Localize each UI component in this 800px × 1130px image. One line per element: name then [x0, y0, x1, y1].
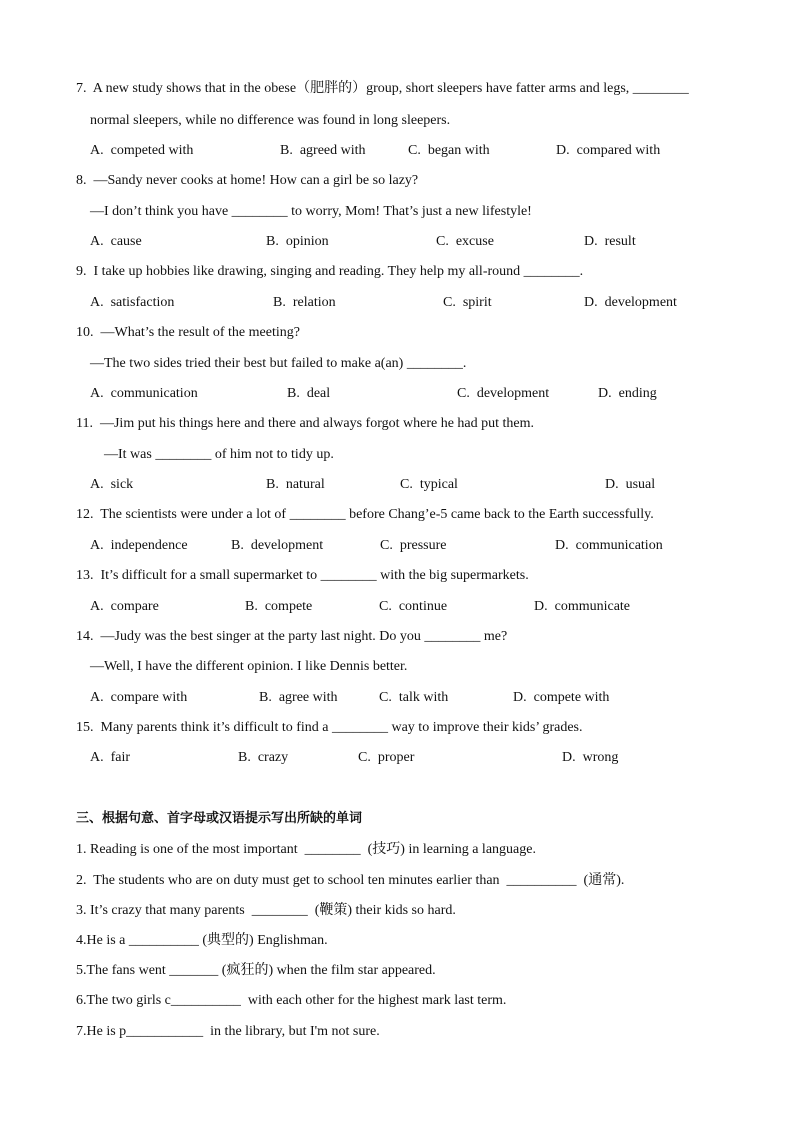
fill-in-item-6: 6.The two girls c__________ with each other for the highest mark last term. — [76, 993, 507, 1008]
question-7-option-b: B. agreed with — [280, 143, 366, 158]
fill-in-item-2: 2. The students who are on duty must get to school ten minutes earlier than __________ (通常). — [76, 873, 625, 888]
question-7-option-a: A. competed with — [90, 143, 194, 158]
question-11-option-b: B. natural — [266, 477, 325, 492]
question-11-option-d: D. usual — [605, 477, 656, 492]
question-13-option-a: A. compare — [90, 599, 159, 614]
question-9-option-a: A. satisfaction — [90, 295, 175, 310]
fill-in-item-3: 3. It’s crazy that many parents ________ (鞭策) their kids so hard. — [76, 903, 456, 918]
fill-in-item-7: 7.He is p___________ in the library, but I'm not sure. — [76, 1024, 380, 1039]
question-12-option-c: C. pressure — [380, 538, 447, 553]
fill-in-item-4: 4.He is a __________ (典型的) Englishman. — [76, 933, 328, 948]
question-8-option-b: B. opinion — [266, 234, 329, 249]
fill-in-item-5: 5.The fans went _______ (疯狂的) when the film star appeared. — [76, 963, 436, 978]
question-8-stem: 8. —Sandy never cooks at home! How can a girl be so lazy? — [76, 173, 419, 188]
question-8-option-a: A. cause — [90, 234, 142, 249]
question-10-stem: 10. —What’s the result of the meeting? — [76, 325, 300, 340]
question-12-option-a: A. independence — [90, 538, 188, 553]
question-15-option-b: B. crazy — [238, 750, 289, 765]
question-10-stem-continued: —The two sides tried their best but failed to make a(an) ________. — [90, 356, 467, 371]
question-8-stem-continued: —I don’t think you have ________ to worry, Mom! That’s just a new lifestyle! — [90, 204, 532, 219]
question-10-option-c: C. development — [457, 386, 550, 401]
section-3-heading: 三、根据句意、首字母或汉语提示写出所缺的单词 — [76, 811, 363, 826]
question-10-option-d: D. ending — [598, 386, 657, 401]
question-15-option-a: A. fair — [90, 750, 131, 765]
question-15-option-c: C. proper — [358, 750, 415, 765]
question-13-stem: 13. It’s difficult for a small supermarket to ________ with the big supermarkets. — [76, 568, 529, 583]
question-13-option-b: B. compete — [245, 599, 313, 614]
question-15-stem: 15. Many parents think it’s difficult to find a ________ way to improve their kids’ grades. — [76, 720, 583, 735]
question-11-option-a: A. sick — [90, 477, 134, 492]
question-7-stem: 7. A new study shows that in the obese（肥胖的）group, short sleepers have fatter arms and legs, ________ — [76, 81, 689, 96]
question-9-option-d: D. development — [584, 295, 677, 310]
question-13-option-c: C. continue — [379, 599, 448, 614]
question-7-option-d: D. compared with — [556, 143, 661, 158]
question-8-option-d: D. result — [584, 234, 636, 249]
question-12-stem: 12. The scientists were under a lot of ________ before Chang’e-5 came back to the Earth successfully. — [76, 507, 654, 522]
question-14-option-c: C. talk with — [379, 690, 449, 705]
question-11-stem: 11. —Jim put his things here and there and always forgot where he had put them. — [76, 416, 535, 431]
question-11-option-c: C. typical — [400, 477, 458, 492]
question-12-option-d: D. communication — [555, 538, 663, 553]
question-8-option-c: C. excuse — [436, 234, 494, 249]
fill-in-item-1: 1. Reading is one of the most important ________ (技巧) in learning a language. — [76, 842, 536, 857]
question-7-option-c: C. began with — [408, 143, 490, 158]
question-14-stem-continued: —Well, I have the different opinion. I like Dennis better. — [90, 659, 408, 674]
question-9-option-b: B. relation — [273, 295, 336, 310]
question-15-option-d: D. wrong — [562, 750, 619, 765]
question-10-option-a: A. communication — [90, 386, 198, 401]
question-9-stem: 9. I take up hobbies like drawing, singing and reading. They help my all-round ________. — [76, 264, 584, 279]
question-7-stem-continued: normal sleepers, while no difference was found in long sleepers. — [90, 113, 451, 128]
question-14-option-a: A. compare with — [90, 690, 188, 705]
question-11-stem-continued: —It was ________ of him not to tidy up. — [104, 447, 334, 462]
question-12-option-b: B. development — [231, 538, 324, 553]
question-14-option-b: B. agree with — [259, 690, 338, 705]
question-13-option-d: D. communicate — [534, 599, 631, 614]
question-10-option-b: B. deal — [287, 386, 331, 401]
question-14-option-d: D. compete with — [513, 690, 610, 705]
question-9-option-c: C. spirit — [443, 295, 492, 310]
question-14-stem: 14. —Judy was the best singer at the party last night. Do you ________ me? — [76, 629, 508, 644]
